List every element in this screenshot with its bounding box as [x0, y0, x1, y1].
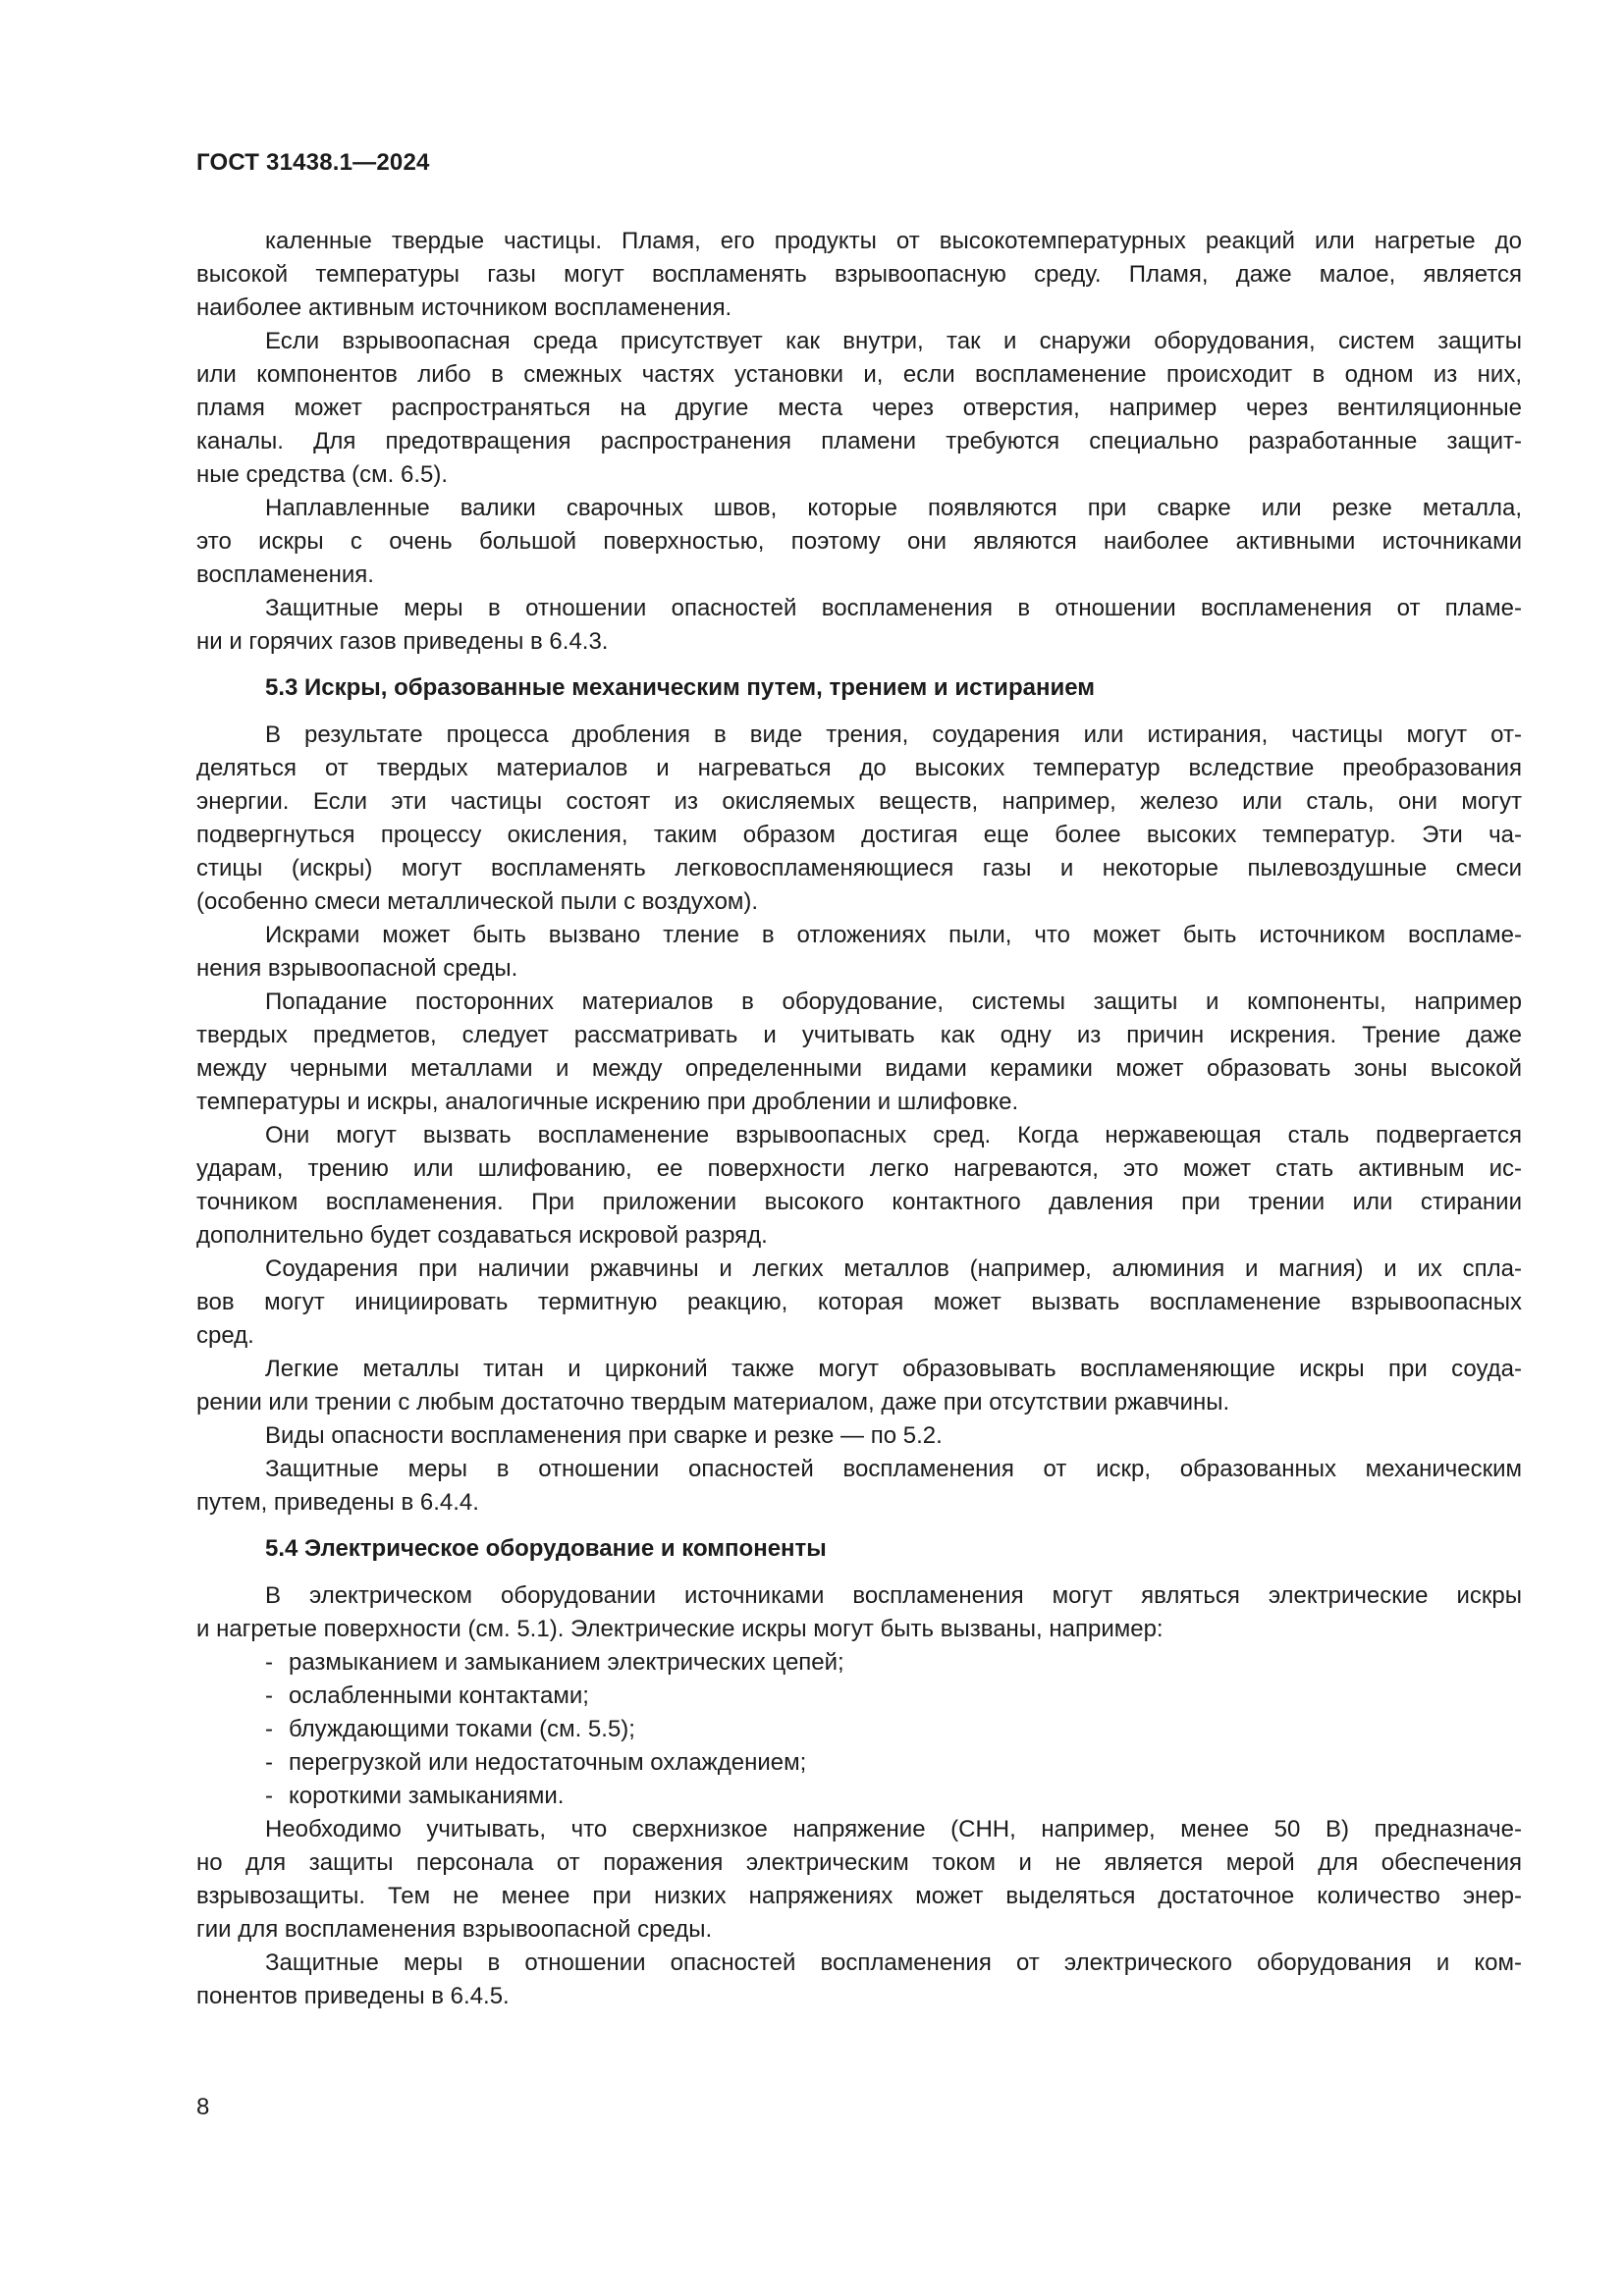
paragraph-line: каленные твердые частицы. Пламя, его продукты от высокотемпературных реакций или нагретые до	[265, 228, 1522, 254]
paragraph	[196, 1253, 1522, 1353]
paragraph	[196, 1453, 1522, 1520]
list-item-text: размыканием и замыканием электрических цепей;	[289, 1649, 844, 1676]
list-item-text: блуждающими токами (см. 5.5);	[289, 1716, 635, 1742]
paragraph-line: (особенно смеси металлической пыли с воздухом).	[196, 888, 759, 915]
paragraph-line: точником воспламенения. При приложении высокого контактного давления при трении или стирании	[196, 1189, 1522, 1215]
paragraph	[196, 592, 1522, 659]
dash-list	[196, 1646, 1522, 1813]
paragraph-line: дополнительно будет создаваться искровой разряд.	[196, 1222, 768, 1249]
paragraph-line: подвергнуться процессу окисления, таким образом достигая еще более высоких температур. Эти ча-	[196, 822, 1522, 848]
list-item	[196, 1713, 1522, 1746]
list-marker: -	[265, 1716, 273, 1742]
paragraph-line: путем, приведены в 6.4.4.	[196, 1489, 479, 1516]
paragraph-line: понентов приведены в 6.4.5.	[196, 1983, 510, 2009]
list-item-text: короткими замыканиями.	[289, 1783, 565, 1809]
list-item-text: перегрузкой или недостаточным охлаждением;	[289, 1749, 807, 1776]
paragraph	[196, 919, 1522, 986]
paragraph-line: ни и горячих газов приведены в 6.4.3.	[196, 628, 609, 655]
paragraph-line: Они могут вызвать воспламенение взрывоопасных сред. Когда нержавеющая сталь подвергается	[265, 1122, 1522, 1148]
paragraph-line: энергии. Если эти частицы состоят из окисляемых веществ, например, железо или сталь, они могут	[196, 788, 1522, 815]
section-heading: 5.4 Электрическое оборудование и компоненты	[265, 1535, 827, 1562]
paragraph-line: пламя может распространяться на другие места через отверстия, например через вентиляционные	[196, 395, 1522, 421]
paragraph-line: гии для воспламенения взрывоопасной среды.	[196, 1916, 713, 1943]
paragraph-line: между черными металлами и между определенными видами керамики может образовать зоны высокой	[196, 1055, 1522, 1082]
list-marker: -	[265, 1649, 273, 1676]
paragraph-line: В результате процесса дробления в виде трения, соударения или истирания, частицы могут от-	[265, 721, 1522, 748]
paragraph-line: наиболее активным источником воспламенения.	[196, 294, 732, 321]
paragraph-line: Соударения при наличии ржавчины и легких металлов (например, алюминия и магния) и их спла-	[265, 1255, 1522, 1282]
paragraph-line: нения взрывоопасной среды.	[196, 955, 518, 982]
page-number: 8	[196, 2094, 210, 2120]
paragraph-line: Необходимо учитывать, что сверхнизкое напряжение (СНН, например, менее 50 В) предназначе-	[265, 1816, 1522, 1842]
paragraph-line: Защитные меры в отношении опасностей воспламенения от электрического оборудования и ком-	[265, 1949, 1522, 1976]
paragraph-line: воспламенения.	[196, 561, 374, 588]
paragraph-line: Легкие металлы титан и цирконий также могут образовывать воспламеняющие искры при соуда-	[265, 1356, 1522, 1382]
list-item	[196, 1746, 1522, 1780]
paragraph	[196, 1353, 1522, 1419]
paragraph-line: Если взрывоопасная среда присутствует как внутри, так и снаружи оборудования, систем защиты	[265, 328, 1522, 354]
paragraph	[196, 986, 1522, 1119]
document-body	[196, 225, 1522, 2013]
paragraph	[196, 1119, 1522, 1253]
list-marker: -	[265, 1749, 273, 1776]
list-marker: -	[265, 1783, 273, 1809]
paragraph-line: ные средства (см. 6.5).	[196, 461, 449, 488]
list-item-text: ослабленными контактами;	[289, 1682, 589, 1709]
paragraph-line: Виды опасности воспламенения при сварке и резке — по 5.2.	[265, 1422, 943, 1449]
list-item	[196, 1780, 1522, 1813]
paragraph-line: каналы. Для предотвращения распространения пламени требуются специально разработанные защит-	[196, 428, 1522, 454]
paragraph-line: ударам, трению или шлифованию, ее поверхности легко нагреваются, это может стать активным ис-	[196, 1155, 1522, 1182]
paragraph-line: рении или трении с любым достаточно твердым материалом, даже при отсутствии ржавчины.	[196, 1389, 1230, 1415]
paragraph-line: Наплавленные валики сварочных швов, которые появляются при сварке или резке металла,	[265, 495, 1522, 521]
paragraph	[196, 1947, 1522, 2013]
list-marker: -	[265, 1682, 273, 1709]
paragraph-line: высокой температуры газы могут воспламенять взрывоопасную среду. Пламя, даже малое, является	[196, 261, 1522, 288]
paragraph	[196, 1579, 1522, 1646]
paragraph-line: взрывозащиты. Тем не менее при низких напряжениях может выделяться достаточное количество энер-	[196, 1883, 1522, 1909]
paragraph-line: Попадание посторонних материалов в оборудование, системы защиты и компоненты, например	[265, 988, 1522, 1015]
paragraph	[196, 325, 1522, 492]
paragraph-line: но для защиты персонала от поражения электрическим током и не является мерой для обеспечения	[196, 1849, 1522, 1876]
paragraph-line: и нагретые поверхности (см. 5.1). Электрические искры могут быть вызваны, например:	[196, 1616, 1164, 1642]
paragraph-line: Защитные меры в отношении опасностей воспламенения в отношении воспламенения от пламе-	[265, 595, 1522, 621]
paragraph	[196, 1419, 1522, 1453]
paragraph-line: температуры и искры, аналогичные искрению при дроблении и шлифовке.	[196, 1089, 1019, 1115]
paragraph	[196, 1813, 1522, 1947]
paragraph-line: это искры с очень большой поверхностью, поэтому они являются наиболее активными источниками	[196, 528, 1522, 555]
paragraph-line: стицы (искры) могут воспламенять легковоспламеняющиеся газы и некоторые пылевоздушные смеси	[196, 855, 1522, 881]
document-header: ГОСТ 31438.1—2024	[196, 149, 430, 176]
list-item	[196, 1646, 1522, 1680]
paragraph	[196, 719, 1522, 919]
paragraph-line: деляться от твердых материалов и нагреваться до высоких температур вследствие преобразования	[196, 755, 1522, 781]
paragraph	[196, 225, 1522, 325]
paragraph-line: В электрическом оборудовании источниками воспламенения могут являться электрические искры	[265, 1582, 1522, 1609]
paragraph	[196, 492, 1522, 592]
paragraph-line: Защитные меры в отношении опасностей воспламенения от искр, образованных механическим	[265, 1456, 1522, 1482]
list-item	[196, 1680, 1522, 1713]
paragraph-line: твердых предметов, следует рассматривать и учитывать как одну из причин искрения. Трение даже	[196, 1022, 1522, 1048]
paragraph-line: вов могут инициировать термитную реакцию, которая может вызвать воспламенение взрывоопасных	[196, 1289, 1522, 1315]
section-heading: 5.3 Искры, образованные механическим путем, трением и истиранием	[265, 674, 1095, 701]
paragraph-line: Искрами может быть вызвано тление в отложениях пыли, что может быть источником воспламе-	[265, 922, 1522, 948]
paragraph-line: сред.	[196, 1322, 254, 1349]
paragraph-line: или компонентов либо в смежных частях установки и, если воспламенение происходит в одном из них,	[196, 361, 1522, 388]
